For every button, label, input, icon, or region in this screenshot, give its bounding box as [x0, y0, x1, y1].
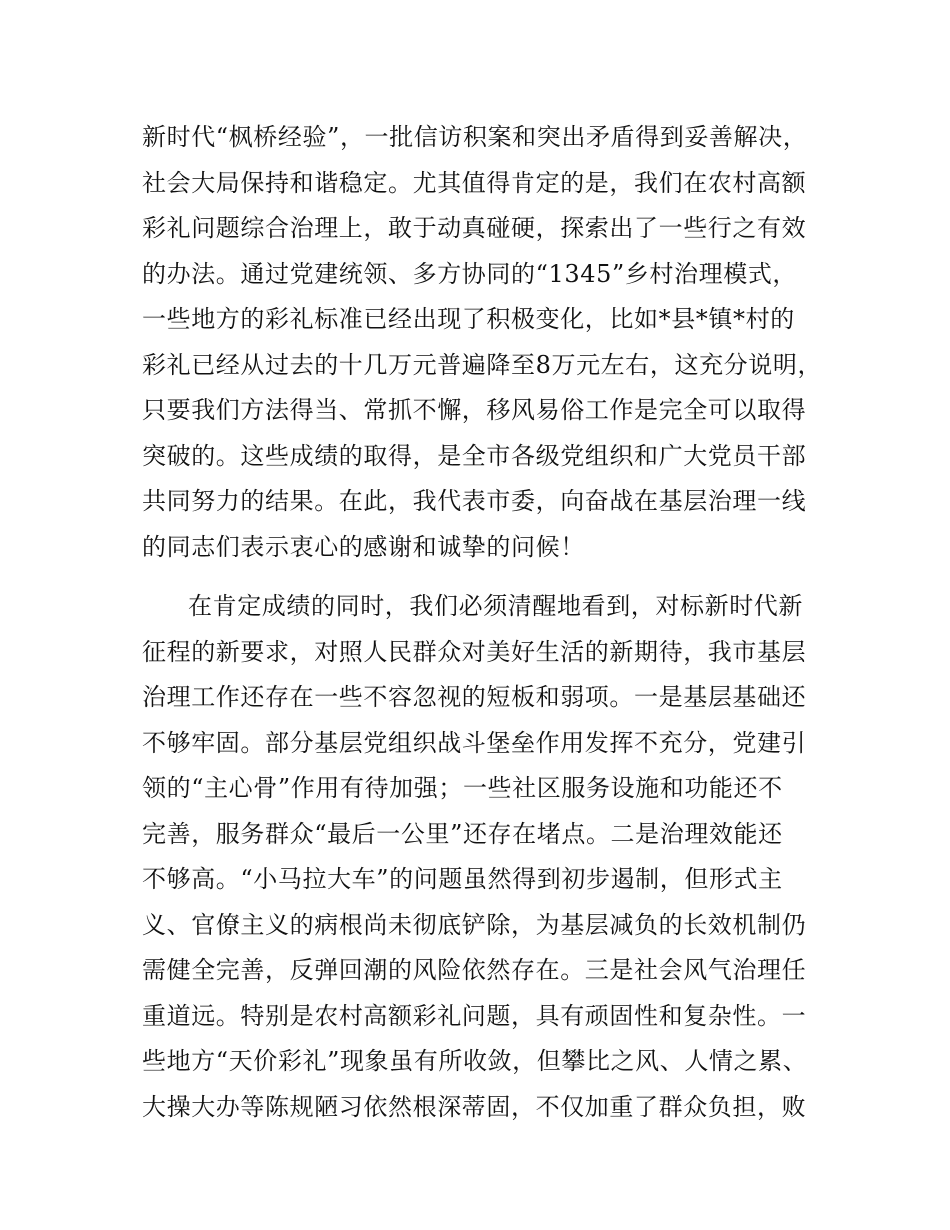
- text-line: 不够牢固。部分基层党组织战斗堡垒作用发挥不充分，党建引: [142, 728, 807, 757]
- text-line: 共同努力的结果。在此，我代表市委，向奋战在基层治理一线: [142, 487, 807, 515]
- text-line: 征程的新要求，对照人民群众对美好生活的新期待，我市基层: [142, 637, 807, 666]
- text-line: 义、官僚主义的病根尚未彻底铲除，为基层减负的长效机制仍: [142, 910, 807, 939]
- text-line: 的同志们表示衷心的感谢和诚挚的问候！: [142, 532, 585, 561]
- body-text: [142, 115, 822, 1130]
- text-line: 完善，服务群众“最后一公里”还存在堵点。二是治理效能还: [142, 819, 783, 848]
- text-line: 的办法。通过党建统领、多方协同的“1345”乡村治理模式，: [142, 259, 798, 288]
- text-line: 社会大局保持和谐稳定。尤其值得肯定的是，我们在农村高额: [142, 168, 807, 197]
- paragraph-spacer: [142, 570, 822, 584]
- text-line: 需健全完善，反弹回潮的风险依然存在。三是社会风气治理任: [142, 956, 807, 984]
- text-line: 治理工作还存在一些不容忽视的短板和弱项。一是基层基础还: [142, 683, 807, 711]
- text-line-indented: 在肯定成绩的同时，我们必须清醒地看到，对标新时代新: [188, 592, 803, 620]
- text-line: 新时代“枫桥经验”，一批信访积案和突出矛盾得到妥善解决，: [142, 123, 808, 151]
- paragraph-2: [142, 584, 822, 1130]
- text-line: 突破的。这些成绩的取得，是全市各级党组织和广大党员干部: [142, 441, 807, 470]
- paragraph-1: [142, 115, 822, 570]
- text-line: 只要我们方法得当、常抓不懈，移风易俗工作是完全可以取得: [142, 396, 807, 424]
- text-line: 重道远。特别是农村高额彩礼问题，具有顽固性和复杂性。一: [142, 1001, 807, 1030]
- text-line: 彩礼已经从过去的十几万元普遍降至8万元左右，这充分说明，: [142, 350, 823, 379]
- text-line: 不够高。“小马拉大车”的问题虽然得到初步遏制，但形式主: [142, 865, 783, 893]
- text-line: 些地方“天价彩礼”现象虽有所收敛，但攀比之风、人情之累、: [142, 1047, 808, 1075]
- text-line: 大操大办等陈规陋习依然根深蒂固，不仅加重了群众负担，败: [142, 1092, 807, 1121]
- text-line: 领的“主心骨”作用有待加强；一些社区服务设施和功能还不: [142, 774, 783, 802]
- text-line: 彩礼问题综合治理上，敢于动真碰硬，探索出了一些行之有效: [142, 214, 807, 242]
- text-line: 一些地方的彩礼标准已经出现了积极变化，比如*县*镇*村的: [142, 305, 795, 333]
